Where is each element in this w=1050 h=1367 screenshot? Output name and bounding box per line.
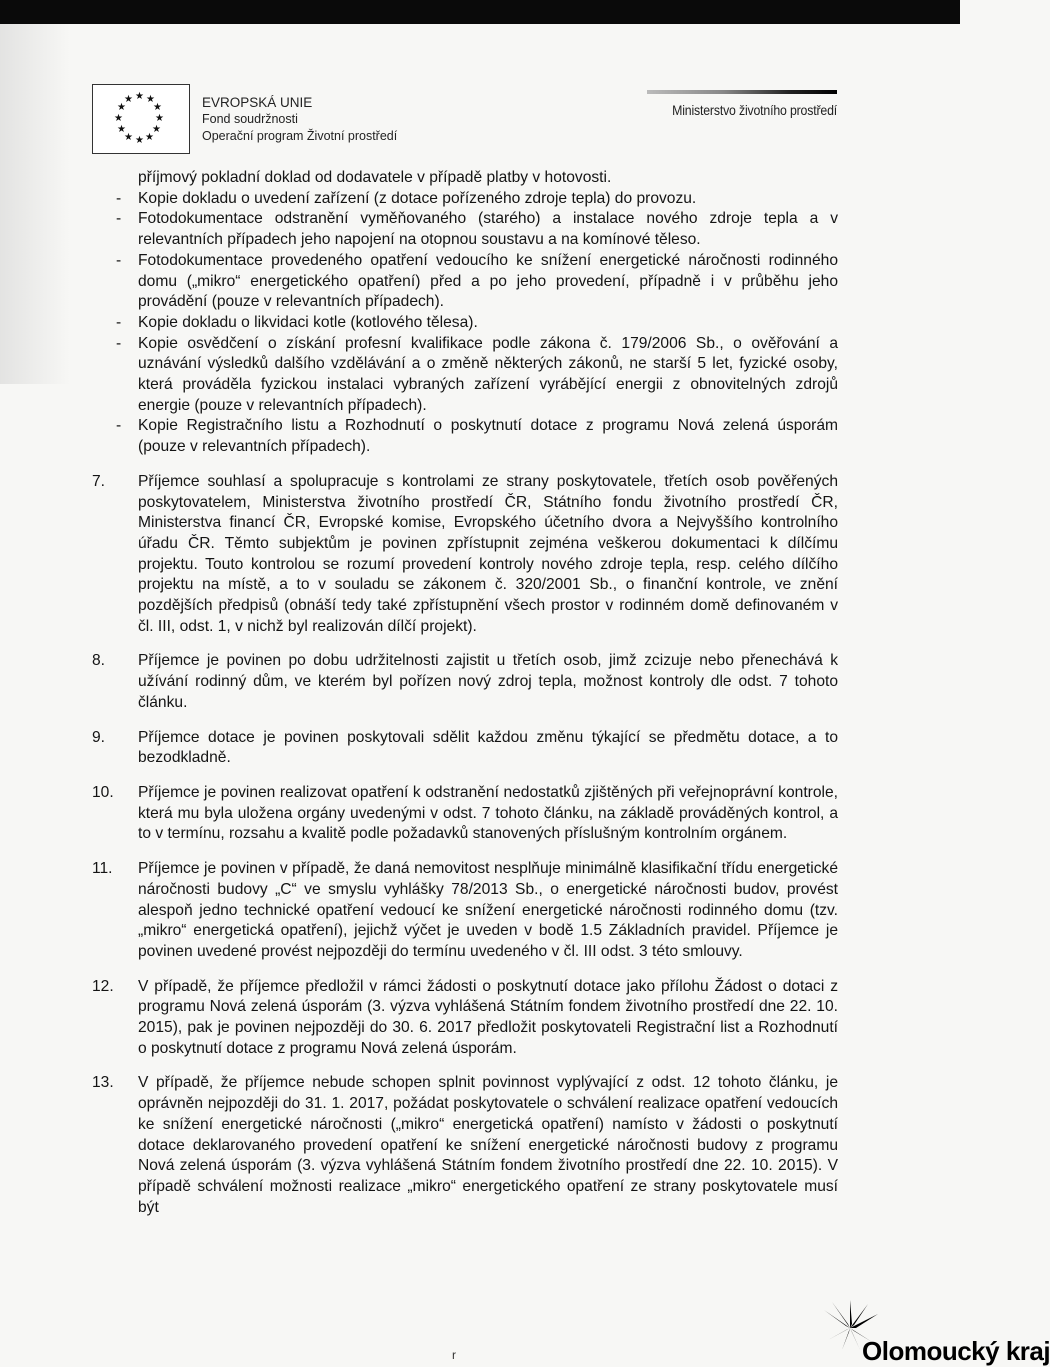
eu-program-text <box>202 94 397 145</box>
eu-stars-icon <box>93 85 189 153</box>
dash-marker: - <box>116 313 122 331</box>
svg-text:★: ★ <box>124 132 133 143</box>
svg-text:★: ★ <box>135 91 144 102</box>
numbered-clause-12: 12. V případě, že příjemce předložil v rámci žádosti o poskytnutí dotace jako přílohu Žádost o dotaci z programu Nová zelená úsporám (3. výzva vyhlášená Státním fondem životního prostředí dne 22. 10. 2015), pak je povinen nejpozději do 30. 6. 2017 předložit poskytovateli Registrační list a Rozhodnutí o poskytnutí dotace z programu Nová zelená úsporám. <box>92 977 838 1057</box>
numbered-clause-11: 11. Příjemce je povinen v případě, že daná nemovitost nesplňuje minimálně klasifikační třídu energetické náročnosti budovy „C“ ve smyslu vyhlášky 78/2013 Sb., o energetické náročnosti budov, provést alespoň jedno technické opatření vedoucí ke snížení energetické náročnosti rodinného domu (tzv. „mikro“ energetická opatření), jejichž výčet je uveden v bodě 1.5 Základních pravidel. Příjemce je povinen uvedené provést nejpozději do termínu uvedeného v čl. III odst. 3 této smlouvy. <box>92 860 838 960</box>
svg-text:★: ★ <box>145 132 154 143</box>
eu-title: EVROPSKÁ UNIE <box>202 95 313 110</box>
document-header <box>92 80 837 155</box>
olomoucky-kraj-logo <box>820 1300 1050 1366</box>
scan-top-edge <box>0 0 960 24</box>
svg-text:★: ★ <box>153 102 162 113</box>
bullet-item: - Kopie osvědčení o získání profesní kvalifikace podle zákona č. 179/2006 Sb., o ověřování a uznávání výsledků dalšího vzdělávání a o změně některých zákonů, ne starší 5 let, fyzické osoby, která prováděla fyzickou instalaci vybraných zařízení vyrábějící energii z obnovitelných zdrojů energie (pouze v relevantních případech). <box>116 334 838 414</box>
dash-marker: - <box>116 251 122 269</box>
numbered-clause-9: 9. Příjemce dotace je povinen poskytovali sdělit každou změnu týkající se předmětu dotace, a to bezodkladně. <box>92 728 838 767</box>
bullet-item: - Kopie dokladu o uvedení zařízení (z dotace pořízeného zdroje tepla) do provozu. <box>138 189 838 210</box>
scan-margin-shadow <box>0 24 70 384</box>
numbered-clause-10: 10. Příjemce je povinen realizovat opatření k odstranění nedostatků zjištěných při veřejnoprávní kontrole, která mu byla uložena orgány uvedenými v odst. 7 tohoto článku, na základě prováděných kontrol, a to v termínu, rozsahu a kvalitě podle požadavků stanovených příslušným kontrolním orgánem. <box>92 783 838 843</box>
svg-text:★: ★ <box>155 113 164 124</box>
continued-line: příjmový pokladní doklad od dodavatele v případě platby v hotovosti. <box>138 169 612 186</box>
dash-marker: - <box>116 417 122 435</box>
dash-marker: - <box>116 210 122 228</box>
svg-text:★: ★ <box>124 94 133 105</box>
bullet-item: - Kopie dokladu o likvidaci kotle (kotlového tělesa). <box>138 313 838 334</box>
dash-marker: - <box>116 334 122 352</box>
eu-flag-logo <box>92 84 190 154</box>
numbered-clause-13: 13. V případě, že příjemce nebude schopen splnit povinnost vyplývající z odst. 12 tohoto článku, je oprávněn nejpozději do 31. 1. 2017, požádat poskytovatele o schválení realizace opatření vedoucích ke snížení energetické náročnosti („mikro“ energetická opatření) namísto v žádosti o poskytnutí dotace deklarovaného provedení opatření ke snížení energetické náročnosti budovy z programu Nová zelená úsporám (3. výzva vyhlášená Státním fondem životního prostředí dne 22. 10. 2015). V případě schválení možnosti realizace „mikro“ energetického opatření ze strany poskytovatele musí být <box>92 1074 838 1216</box>
dash-marker: - <box>116 189 122 207</box>
page-mark: r <box>452 1348 456 1362</box>
svg-text:★: ★ <box>146 94 155 105</box>
bullet-item: - Kopie Registračního listu a Rozhodnutí o poskytnutí dotace z programu Nová zelená úsporám (pouze v relevantních případech). <box>116 417 838 456</box>
numbered-clause-7: 7. Příjemce souhlasí a spolupracuje s kontrolami ze strany poskytovatele, třetích osob pověřených poskytovatelem, Ministerstva životního prostředí ČR, Státního fondu životního prostředí ČR, Ministerstva financí ČR, Evropské komise, Evropského účetního dvora a Nejvyššího kontrolního úřadu ČR. Těmto subjektům je povinen zpřístupnit zejména veškerou dokumentaci k dílčímu projektu. Touto kontrolou se rozumí provedení kontroly nového zdroje tepla, resp. celého dílčího projektu na místě, a to v souladu se zákonem č. 320/2001 Sb., o finanční kontrole, ve znění pozdějších předpisů (obnáší tedy také zpřístupnění všech prostor v rodinném domě definovaném v čl. III, odst. 1, v nichž byl realizován dílčí projekt). <box>92 472 838 635</box>
svg-text:★: ★ <box>117 102 126 113</box>
program-name: Operační program Životní prostředí <box>202 129 398 143</box>
document-body <box>92 168 838 1218</box>
numbered-clause-8: 8. Příjemce je povinen po dobu udržitelnosti zajistit u třetích osob, jimž zcizuje nebo přenechává k užívání rodinný dům, ve kterém byl pořízen nový zdroj tepla, možnost kontroly dle odst. 7 tohoto článku. <box>92 652 838 711</box>
ministry-logo <box>647 90 837 118</box>
ministry-name: Ministerstvo životního prostředí <box>672 102 837 118</box>
svg-text:★: ★ <box>117 124 126 135</box>
svg-text:★: ★ <box>152 124 161 135</box>
bullet-item: - Fotodokumentace odstranění vyměňovaného (starého) a instalace nového zdroje tepla a v relevantních případech jeho napojení na otopnou soustavu a na komínové těleso. <box>116 210 838 249</box>
bullet-item: - Fotodokumentace provedeného opatření vedoucího ke snížení energetické náročnosti rodinného domu („mikro“ energetického opatření) před a po jeho provedení, případně i v průběhu jeho provádění (pouze v relevantních případech). <box>116 251 838 311</box>
svg-text:★: ★ <box>135 135 144 146</box>
svg-text:★: ★ <box>114 113 123 124</box>
region-brand-name: Olomoucký kraj <box>862 1336 1050 1366</box>
fund-name: Fond soudržnosti <box>202 112 298 126</box>
ministry-logo-bar <box>647 90 837 94</box>
